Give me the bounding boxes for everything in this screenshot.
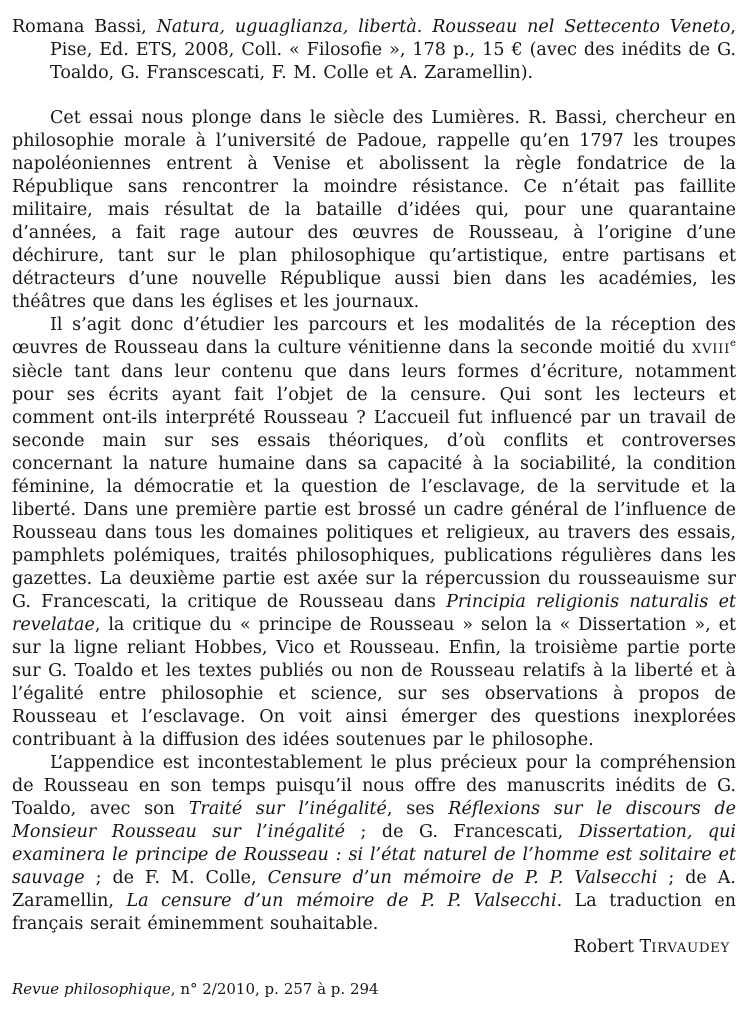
review-body [12, 107, 736, 936]
text-run: Romana Bassi, [12, 17, 157, 37]
text-run: ; de F. M. Colle, [84, 868, 268, 888]
text-run: Traité sur l’inégalité [188, 799, 387, 819]
text-run: ; de A. Zaramellin, [12, 868, 737, 911]
text-run: Censure d’un mémoire de P. P. Valsecchi [267, 868, 658, 888]
text-run: ; de G. Francescati, [345, 822, 579, 842]
text-run: , Pise, Ed. ETS, 2008, Coll. « Filosofie », 178 p., 15 € (avec des inédits de G. Toaldo, G. Franscescati, F. M. Colle et A. Zaramellin). [50, 17, 736, 83]
text-run: Il s’agit donc d’étudier les parcours et les modalités de la réception des œuvres de Rousseau dans la culture vénitienne dans la seconde moitié du [12, 315, 736, 358]
text-run: IRVAUDEY [651, 941, 730, 956]
text-run: siècle tant dans leur contenu que dans leurs formes d’écriture, notamment pour ses écrits ayant fait l’objet de la censure. Qui sont les lecteurs et comment ont-ils interprété Rousseau ? L’accueil fut influencé par un travail de seconde main sur ses essais théoriques, d’où conflits et controverses concernant la nature humaine dans sa capacité à la sociabilité, la condition féminine, la démocratie et la question de l’esclavage, de la servitude et la liberté. Dans une première partie est brossé un cadre général de l’influence de Rousseau dans tous les domaines politiques et religieux, au travers des essais, pamphlets polémiques, traités philosophiques, publications régulières dans les gazettes. La deuxième partie est axée sur la répercussion du rousseauisme sur G. Francescati, la critique de Rousseau dans [12, 362, 736, 612]
text-run: L’appendice est incontestablement le plus précieux pour la compréhension de Rousseau en son temps puisqu’il nous offre des manuscrits inédits de G. Toaldo, avec son [12, 753, 736, 819]
reviewer-signature [12, 936, 736, 960]
text-run: , la critique du « principe de Rousseau » selon la « Dissertation », et sur la ligne reliant Hobbes, Vico et Rousseau. Enfin, la troisième partie porte sur G. Toaldo et les textes publiés ou non de Rousseau relatifs à la liberté et à l’égalité entre philosophie et science, sur ses observations à propos de Rousseau et l’esclavage. On voit ainsi émerger des questions inexplorées contribuant à la diffusion des idées soutenues par le philosophe. [12, 615, 736, 750]
text-run: La censure d’un mémoire de P. P. Valsecchi [126, 891, 557, 911]
text-run: XVIII [691, 342, 730, 357]
text-run: e [730, 338, 736, 350]
journal-footer [12, 978, 736, 1001]
text-run: Principia religionis naturalis et revelatae [12, 592, 736, 635]
book-reference [12, 16, 736, 85]
review-paragraph-2 [12, 314, 736, 752]
text-run: Robert T [573, 937, 652, 957]
text-run: Natura, uguaglianza, libertà. Rousseau nel Settecento Veneto [156, 17, 731, 37]
text-run: Revue philosophique [12, 980, 171, 998]
review-paragraph-3 [12, 752, 736, 936]
text-run: . La traduction en français serait éminemment souhaitable. [12, 891, 736, 934]
review-paragraph-1 [12, 107, 736, 314]
text-run: Cet essai nous plonge dans le siècle des Lumières. R. Bassi, chercheur en philosophie morale à l’université de Padoue, rappelle qu’en 1797 les troupes napoléoniennes entrent à Venise et abolissent la règle fondatrice de la République sans rencontrer la moindre résistance. Ce n’était pas faillite militaire, mais résultat de la bataille d’idées qui, pour une quarantaine d’années, a fait rage autour des œuvres de Rousseau, à l’origine d’une déchirure, tant sur le plan philosophique qu’artistique, entre partisans et détracteurs d’une nouvelle République aussi bien dans les académies, les théâtres que dans les églises et les journaux. [12, 108, 736, 312]
text-run: Réflexions sur le discours de Monsieur Rousseau sur l’inégalité [12, 799, 736, 842]
text-run: , ses [386, 799, 449, 819]
text-run: Dissertation, qui examinera le principe de Rousseau : si l’état naturel de l’homme est solitaire et sauvage [12, 822, 736, 888]
text-run: , n° 2/2010, p. 257 à p. 294 [170, 980, 379, 998]
